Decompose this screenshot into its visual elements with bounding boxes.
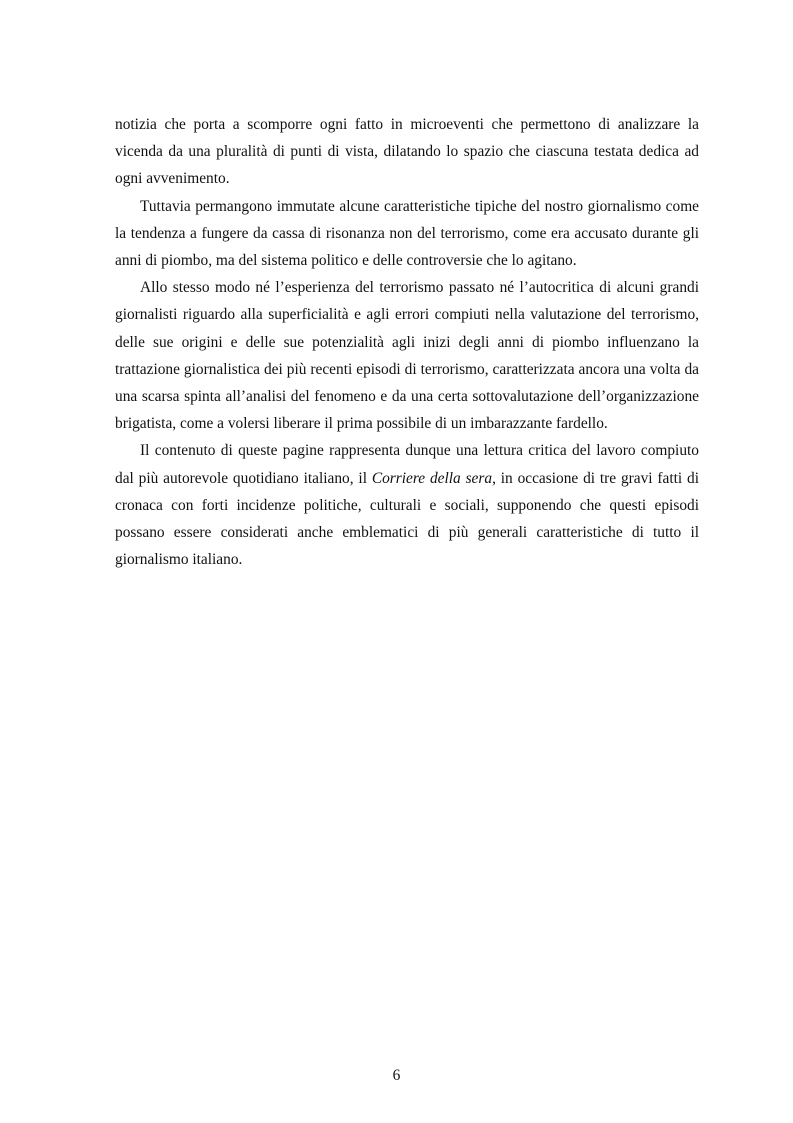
- paragraph-content-summary: [115, 437, 699, 573]
- paragraph-journalism-traits: Tuttavia permangono immutate alcune caratteristiche tipiche del nostro giornalismo come la tendenza a fungere da cassa di risonanza non del terrorismo, come era accusato durante gli anni di piombo, ma del sistema politico e delle controversie che lo agitano.: [115, 197, 699, 270]
- document-body: [115, 111, 699, 573]
- page-number: 6: [392, 1067, 401, 1084]
- paragraph-text-before: Il contenuto di queste pagine rappresenta dunque una lettura critica del lavoro compiuto dal più autorevole quotidiano italiano, il: [115, 442, 699, 487]
- paragraph-text-after: , in occasione di tre gravi fatti di cronaca con forti incidenze politiche, culturali e sociali, supponendo che questi episodi possano essere considerati anche emblematici di più generali caratteristiche di tutto il giornalismo italiano.: [115, 469, 699, 569]
- paragraph-continuation: notizia che porta a scomporre ogni fatto in microeventi che permettono di analizzare la vicenda da una pluralità di punti di vista, dilatando lo spazio che ciascuna testata dedica ad ogni avvenimento.: [115, 116, 699, 188]
- newspaper-title: Corriere della sera: [371, 469, 493, 487]
- paragraph-terrorism-experience: Allo stesso modo né l’esperienza del terrorismo passato né l’autocritica di alcuni grandi giornalisti riguardo alla superficialità e agli errori compiuti nella valutazione del terrorismo, delle sue origini e delle sue potenzialità agli inizi degli anni di piombo influenzano la trattazione giornalistica dei più recenti episodi di terrorismo, caratterizzata ancora una volta da una scarsa spinta all’analisi del fenomeno e da una certa sottovalutazione dell’organizzazione brigatista, come a volersi liberare il prima possibile di un imbarazzante fardello.: [115, 279, 699, 433]
